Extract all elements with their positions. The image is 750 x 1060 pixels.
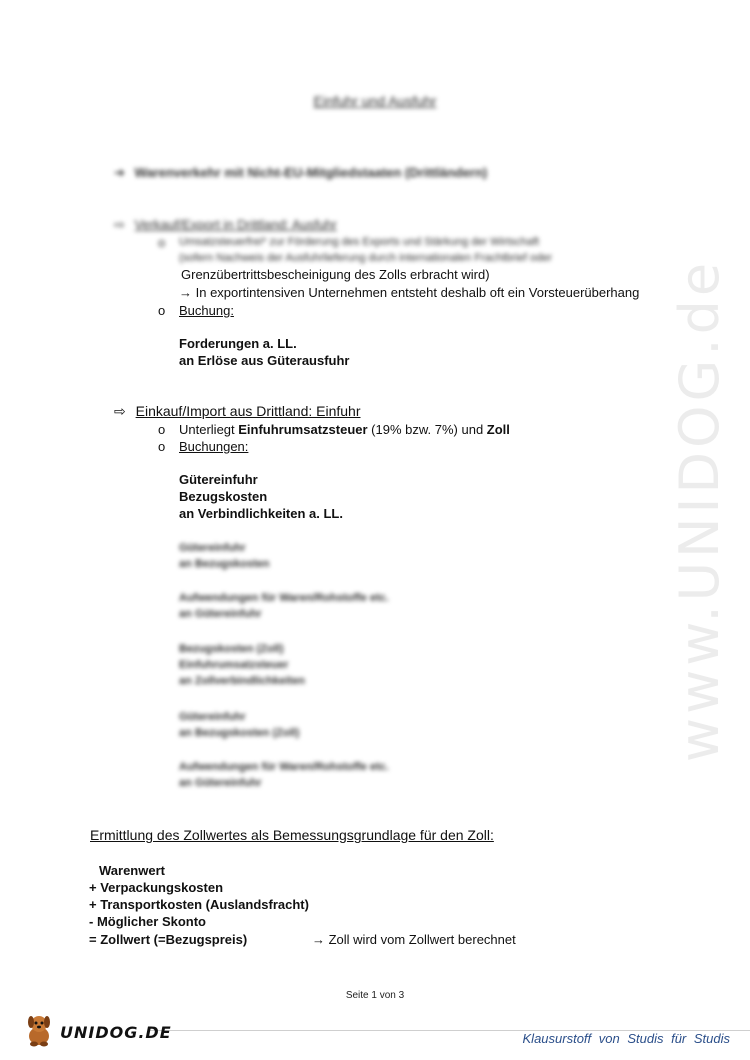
import-heading: [114, 403, 361, 421]
import-line: [179, 421, 510, 438]
blurred-block-4-line-1: Gütereinfuhr: [179, 711, 246, 723]
unidog-logo[interactable]: [22, 1012, 172, 1052]
hollow-arrow-icon: ⇨: [114, 218, 125, 233]
blurred-block-2-line-1: Aufwendungen für Waren/Rohstoffe etc.: [179, 592, 389, 604]
zollwert-heading: Ermittlung des Zollwertes als Bemessungsgrundlage für den Zoll:: [90, 827, 494, 843]
import-buchung-3: an Verbindlichkeiten a. LL.: [179, 506, 343, 521]
bullet-arrow-icon: ➔: [114, 165, 125, 180]
export-line-2: (sofern Nachweis der Ausfuhrlieferung durch internationalen Frachtbrief oder: [179, 252, 552, 264]
zollwert-note: → Zoll wird vom Zollwert berechnet: [312, 932, 516, 947]
export-line-4: → In exportintensiven Unternehmen entsteht deshalb oft ein Vorsteuerüberhang: [179, 285, 640, 300]
import-bullet-2: o: [158, 439, 166, 454]
zollwert-line-2: + Verpackungskosten: [89, 880, 224, 895]
intro-heading-text: Warenverkehr mit Nicht-EU-Mitgliedstaaten (Drittländern): [134, 165, 488, 180]
import-buchung-2: Bezugskosten: [179, 489, 268, 504]
footer-claim: Klausurstoff von Studis für Studis: [522, 1031, 730, 1046]
import-buchungen-label: Buchungen:: [179, 439, 249, 454]
export-line-1: Umsatzsteuerfrei* zur Förderung des Exports und Stärkung der Wirtschaft: [179, 236, 540, 248]
export-bullet-2: o: [158, 303, 166, 318]
blurred-block-5-line-2: an Gütereinfuhr: [179, 777, 262, 789]
page-title: Einfuhr und Ausfuhr: [313, 93, 437, 109]
blurred-block-3-line-2: Einfuhrumsatzsteuer: [179, 659, 289, 671]
blurred-block-3-line-3: an Zollverbindlichkeiten: [179, 675, 305, 687]
export-buchung-1: Forderungen a. LL.: [179, 336, 297, 351]
blurred-block-4-line-2: an Bezugskosten (Zoll): [179, 727, 300, 739]
zollwert-line-1: Warenwert: [99, 863, 165, 878]
zollwert-line-3: + Transportkosten (Auslandsfracht): [89, 897, 309, 912]
import-line-pre: Unterliegt: [179, 422, 239, 437]
export-buchung-2: an Erlöse aus Güterausfuhr: [179, 353, 350, 368]
watermark-text: www.UNIDOG.de: [668, 258, 732, 762]
blurred-block-3-line-1: Bezugskosten (Zoll): [179, 643, 284, 655]
export-line-3: Grenzübertrittsbescheinigung des Zolls erbracht wird): [181, 267, 490, 282]
blurred-block-1-line-1: Gütereinfuhr: [179, 542, 246, 554]
export-heading: [114, 216, 337, 234]
zollwert-line-4: - Möglicher Skonto: [89, 914, 206, 929]
export-heading-text: Verkauf/Export in Drittland: Ausfuhr: [134, 217, 337, 232]
intro-heading: [114, 164, 487, 181]
blurred-block-1-line-2: an Bezugskosten: [179, 558, 270, 570]
export-buchung-label: Buchung:: [179, 303, 234, 318]
import-line-bold-1: Einfuhrumsatzsteuer: [238, 422, 368, 437]
blurred-block-5-line-1: Aufwendungen für Waren/Rohstoffe etc.: [179, 761, 389, 773]
import-line-mid: (19% bzw. 7%) und: [367, 422, 487, 437]
zollwert-line-5: = Zollwert (=Bezugspreis): [89, 932, 248, 947]
page-number: Seite 1 von 3: [345, 990, 405, 1001]
import-bullet-1: o: [158, 422, 166, 437]
import-buchung-1: Gütereinfuhr: [179, 472, 258, 487]
hollow-arrow-icon: ⇨: [114, 404, 126, 420]
logo-text: UNIDOG.DE: [60, 1022, 172, 1042]
export-bullet-1: o: [158, 235, 166, 250]
import-heading-text: Einkauf/Import aus Drittland: Einfuhr: [135, 403, 361, 419]
dog-mascot-icon: [22, 1012, 56, 1052]
blurred-block-2-line-2: an Gütereinfuhr: [179, 608, 262, 620]
import-line-bold-2: Zoll: [486, 422, 510, 437]
watermark: [640, 258, 750, 762]
